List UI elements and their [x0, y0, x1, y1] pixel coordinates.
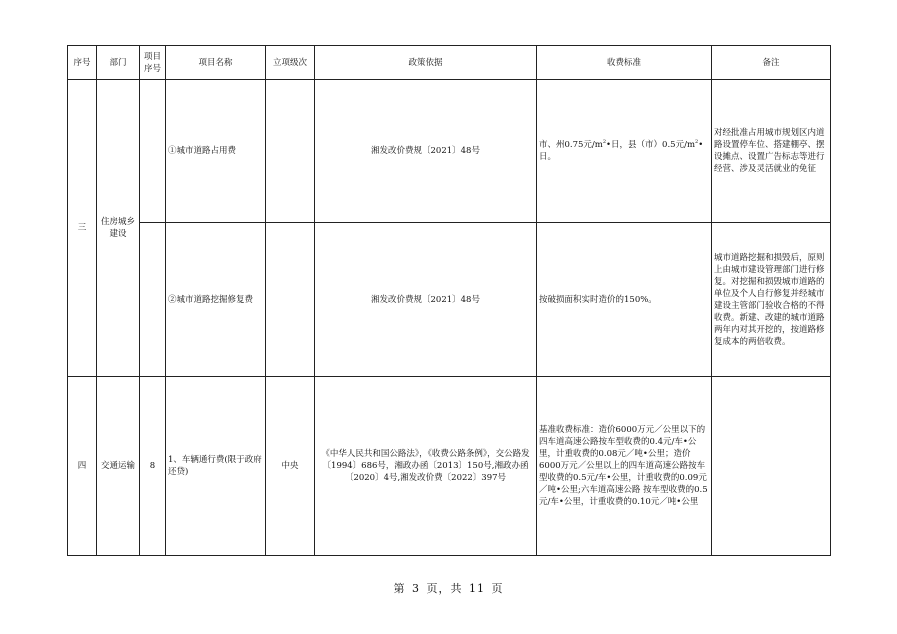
header-policy: 政策依据 [315, 46, 537, 80]
item-level: 中央 [266, 377, 315, 556]
header-row [68, 46, 831, 80]
item-seq [140, 223, 166, 377]
header-seq: 序号 [68, 46, 97, 80]
item-name: ①城市道路占用费 [166, 80, 266, 223]
item-level [266, 80, 315, 223]
header-standard: 收费标准 [537, 46, 712, 80]
footer-prefix: 第 [393, 582, 406, 595]
row-dept: 住房城乡建设 [97, 80, 140, 377]
footer-total-pages: 11 [469, 582, 485, 595]
row-seq: 四 [68, 377, 97, 556]
table-row [68, 223, 831, 377]
item-name: ②城市道路挖掘修复费 [166, 223, 266, 377]
header-remark: 备注 [712, 46, 831, 80]
item-seq [140, 80, 166, 223]
header-item-seq: 项目序号 [140, 46, 166, 80]
page-footer [0, 580, 897, 596]
table-row [68, 80, 831, 223]
header-item-name: 项目名称 [166, 46, 266, 80]
footer-suffix: 页 [491, 582, 504, 595]
item-remark [712, 377, 831, 556]
header-dept: 部门 [97, 46, 140, 80]
row-seq: 三 [68, 80, 97, 377]
item-seq: 8 [140, 377, 166, 556]
item-remark: 城市道路挖掘和损毁后，原则上由城市建设管理部门进行修复。对挖掘和损毁城市道路的单位及个人自行修复并经城市建设主管部门验收合格的不得收费。新建、改建的城市道路两年内对其开挖的，按道路修复成本的两倍收费。 [712, 223, 831, 377]
footer-page-number: 3 [412, 582, 420, 595]
item-level [266, 223, 315, 377]
item-policy: 湘发改价费规〔2021〕48号 [315, 80, 537, 223]
item-standard: 基准收费标准：造价6000万元／公里以下的四车道高速公路按车型收费的0.4元/车•公里，计重收费的0.08元／吨•公里；造价6000万元／公里以上的四车道高速公路按车型收费的0.5元/车•公里，计重收费的0.09元／吨•公里;六车道高速公路 按车型收费的0.5元/车•公里，计重收费的0.10元／吨•公里 [537, 377, 712, 556]
item-standard: 按破损面积实时造价的150%。 [537, 223, 712, 377]
item-standard: 市、州0.75元$/m^2•$日，县（市）0.5元$/m^2•$日。 [537, 80, 712, 223]
row-dept: 交通运输 [97, 377, 140, 556]
table-row [68, 377, 831, 556]
item-policy: 湘发改价费规〔2021〕48号 [315, 223, 537, 377]
item-remark: 对经批准占用城市规划区内道路设置停车位、搭建棚亭、摆设摊点、设置广告标志等进行经营、涉及灵活就业的免征 [712, 80, 831, 223]
item-name: 1、车辆通行费(限于政府还贷) [166, 377, 266, 556]
header-level: 立项级次 [266, 46, 315, 80]
footer-mid: 页，共 [426, 582, 463, 595]
item-policy: 《中华人民共和国公路法》，《收费公路条例》，交公路发〔1994〕686号，湘政办函〔2013〕150号,湘政办函〔2020〕4号,湘发改价费〔2022〕397号 [315, 377, 537, 556]
fee-table [67, 45, 831, 556]
